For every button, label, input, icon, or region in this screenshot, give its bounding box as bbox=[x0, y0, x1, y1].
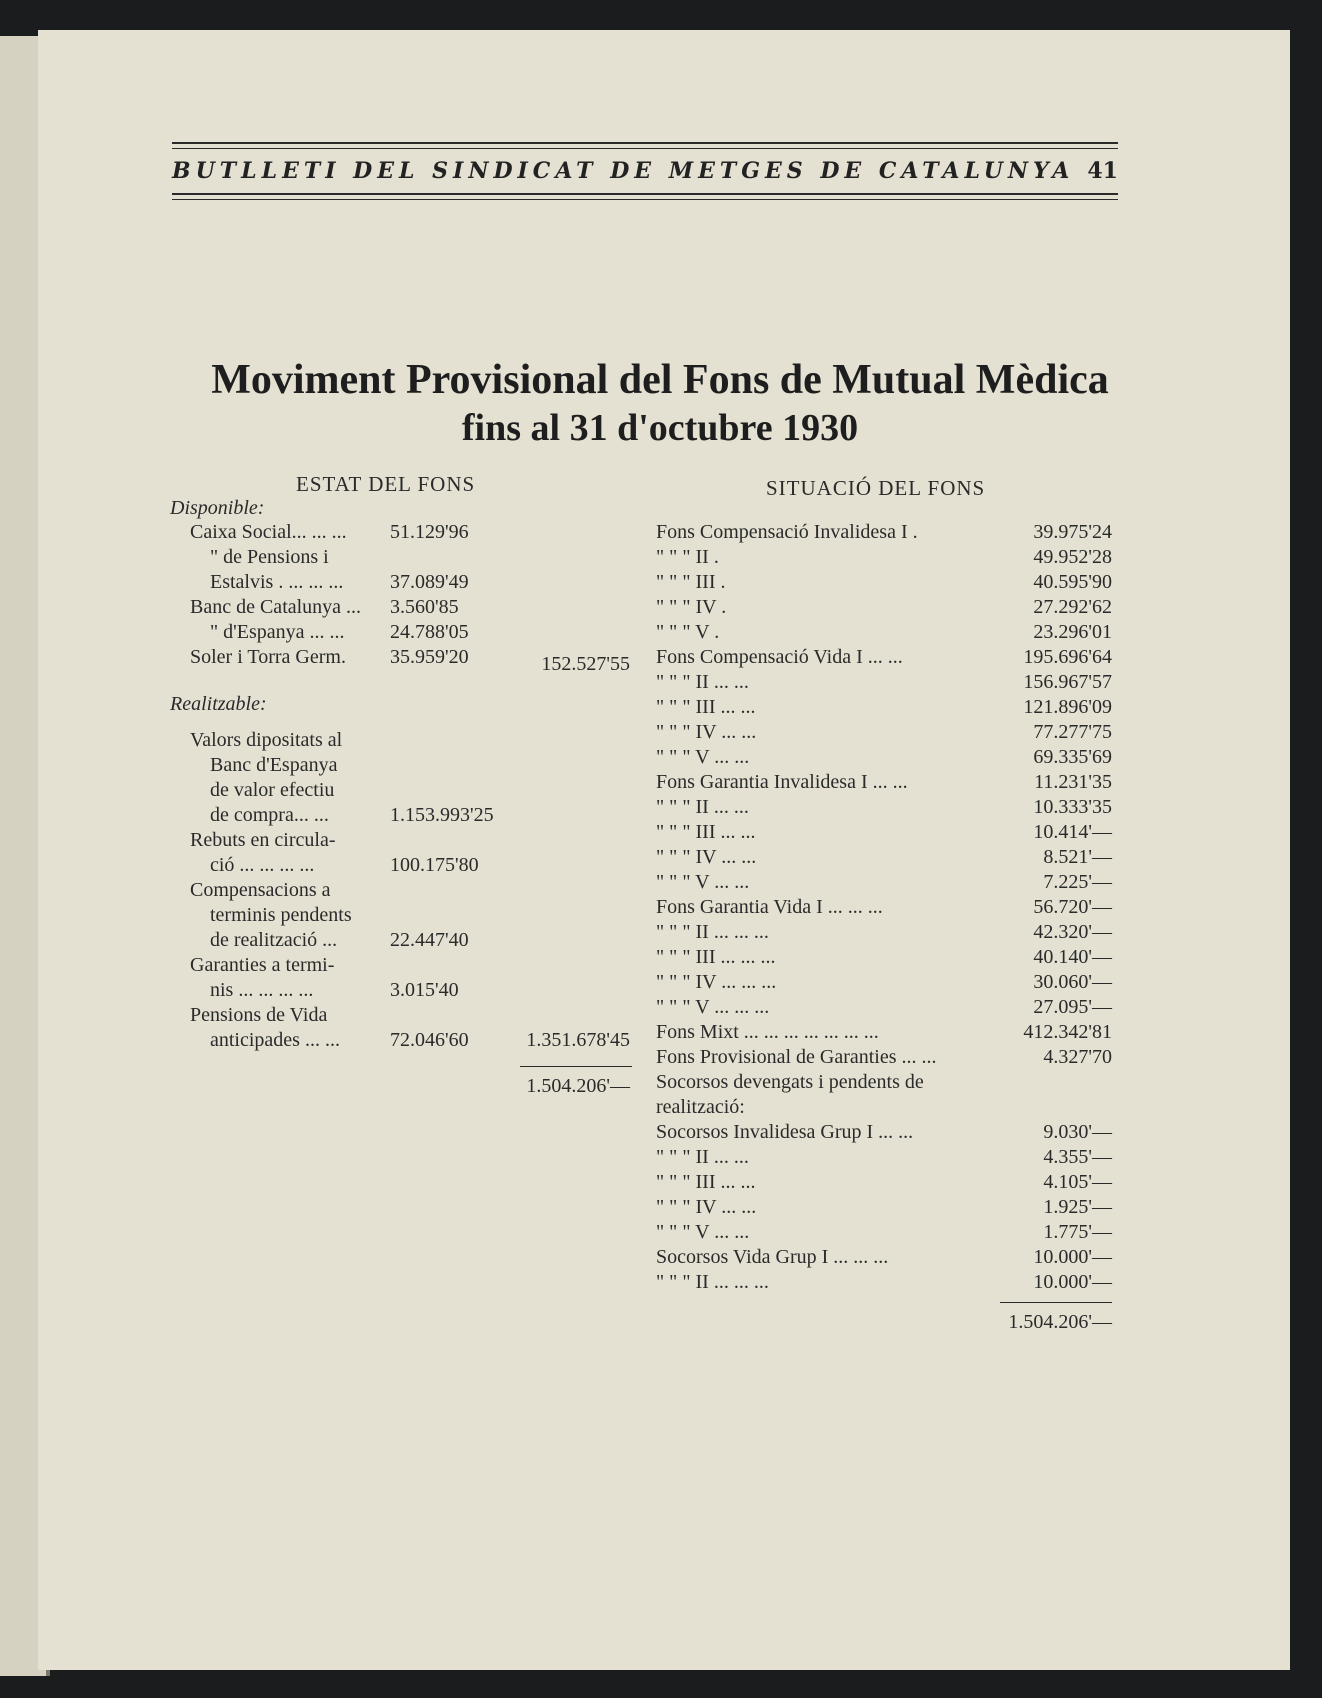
left-heading: ESTAT DEL FONS bbox=[296, 472, 476, 496]
realitzable-label: Realitzable: bbox=[170, 693, 267, 715]
right-line-value: 4.355'— bbox=[1043, 1146, 1112, 1168]
right-line-text: " " " V . bbox=[656, 621, 720, 643]
right-line-text: Fons Provisional de Garanties ... ... bbox=[656, 1046, 937, 1068]
page-subtitle: fins al 31 d'octubre 1930 bbox=[461, 407, 859, 449]
right-line-text: " " " V ... ... ... bbox=[656, 996, 770, 1018]
right-line-text: Fons Garantia Invalidesa I ... ... bbox=[656, 771, 908, 793]
left-total: 1.504.206'— bbox=[526, 1075, 630, 1097]
left-line-value: 72.046'60 bbox=[390, 1029, 469, 1051]
disponible-label: Disponible: bbox=[170, 497, 265, 519]
left-line-text: Caixa Social... ... ... bbox=[190, 521, 347, 543]
right-line-text: " " " II ... ... bbox=[656, 796, 749, 818]
left-line-text: Rebuts en circula- bbox=[190, 829, 336, 851]
right-line-text: Socorsos Invalidesa Grup I ... ... bbox=[656, 1121, 914, 1143]
right-line-text: Fons Compensació Invalidesa I . bbox=[656, 521, 918, 543]
left-line-text: Valors dipositats al bbox=[190, 729, 343, 751]
right-line-value: 1.925'— bbox=[1043, 1196, 1112, 1218]
right-line-value: 11.231'35 bbox=[1034, 771, 1112, 793]
left-line-text: Banc de Catalunya ... bbox=[190, 596, 362, 618]
header-rule-top bbox=[172, 142, 1118, 149]
left-line-value: 37.089'49 bbox=[390, 571, 469, 593]
right-line-text: " " " II ... ... ... bbox=[656, 1271, 769, 1293]
right-line-value: 9.030'— bbox=[1043, 1121, 1112, 1143]
right-line-text: " " " III ... ... bbox=[656, 821, 756, 843]
right-total-rule bbox=[1000, 1302, 1112, 1303]
right-line-text: " " " V ... ... bbox=[656, 1221, 750, 1243]
right-line-value: 121.896'09 bbox=[1023, 696, 1112, 718]
right-line-value: 30.060'— bbox=[1033, 971, 1112, 993]
subtotal-realitzable: 1.351.678'45 bbox=[526, 1029, 630, 1051]
left-line-value: 35.959'20 bbox=[390, 646, 469, 668]
left-line-text: Pensions de Vida bbox=[190, 1004, 328, 1026]
right-line-text: Socorsos devengats i pendents de bbox=[656, 1071, 924, 1093]
left-line-text: Estalvis . ... ... ... bbox=[210, 571, 344, 593]
page-title: Moviment Provisional del Fons de Mutual Mèdica bbox=[211, 357, 1109, 403]
page-number: 41 bbox=[1087, 158, 1118, 184]
left-line-text: de compra... ... bbox=[210, 804, 329, 826]
left-line-value: 24.788'05 bbox=[390, 621, 469, 643]
journal-title: BUTLLETI DEL SINDICAT DE METGES DE CATALUNYA bbox=[172, 158, 1075, 184]
right-line-text: " " " III ... ... ... bbox=[656, 946, 776, 968]
left-line-text: nis ... ... ... ... bbox=[210, 979, 314, 1001]
left-line-text: Garanties a termi- bbox=[190, 954, 335, 976]
left-line-value: 3.015'40 bbox=[390, 979, 459, 1001]
left-line-text: anticipades ... ... bbox=[210, 1029, 340, 1051]
right-line-text: " " " IV . bbox=[656, 596, 727, 618]
right-line-value: 195.696'64 bbox=[1023, 646, 1112, 668]
left-line-text: Compensacions a bbox=[190, 879, 331, 901]
left-line-text: " de Pensions i bbox=[210, 546, 329, 568]
right-line-text: " " " III . bbox=[656, 571, 726, 593]
right-line-value: 56.720'— bbox=[1033, 896, 1112, 918]
left-line-text: de valor efectiu bbox=[210, 779, 335, 801]
right-line-text: " " " IV ... ... bbox=[656, 721, 757, 743]
left-line-text: " d'Espanya ... ... bbox=[210, 621, 345, 643]
subtotal-disponible: 152.527'55 bbox=[541, 653, 630, 675]
left-line-text: ció ... ... ... ... bbox=[210, 854, 315, 876]
right-line-value: 10.000'— bbox=[1033, 1271, 1112, 1293]
right-line-value: 77.277'75 bbox=[1033, 721, 1112, 743]
right-line-text: Fons Mixt ... ... ... ... ... ... ... bbox=[656, 1021, 879, 1043]
right-line-value: 27.292'62 bbox=[1033, 596, 1112, 618]
right-line-value: 10.414'— bbox=[1033, 821, 1112, 843]
right-line-text: " " " IV ... ... ... bbox=[656, 971, 777, 993]
right-total: 1.504.206'— bbox=[1008, 1311, 1112, 1333]
right-line-value: 49.952'28 bbox=[1033, 546, 1112, 568]
right-line-text: Fons Compensació Vida I ... ... bbox=[656, 646, 903, 668]
left-line-text: Banc d'Espanya bbox=[210, 754, 338, 776]
right-line-value: 39.975'24 bbox=[1033, 521, 1112, 543]
right-line-text: " " " II ... ... ... bbox=[656, 921, 769, 943]
right-line-value: 40.595'90 bbox=[1033, 571, 1112, 593]
right-line-value: 42.320'— bbox=[1033, 921, 1112, 943]
right-line-text: " " " II ... ... bbox=[656, 671, 749, 693]
right-line-text: " " " III ... ... bbox=[656, 1171, 756, 1193]
right-line-text: " " " V ... ... bbox=[656, 871, 750, 893]
right-line-value: 10.000'— bbox=[1033, 1246, 1112, 1268]
left-line-text: de realització ... bbox=[210, 929, 338, 951]
right-line-value: 1.775'— bbox=[1043, 1221, 1112, 1243]
right-line-value: 156.967'57 bbox=[1023, 671, 1112, 693]
header-rule-bottom bbox=[172, 193, 1118, 200]
left-line-value: 100.175'80 bbox=[390, 854, 479, 876]
right-line-text: " " " II . bbox=[656, 546, 719, 568]
running-header bbox=[172, 158, 1118, 184]
right-line-value: 412.342'81 bbox=[1023, 1021, 1112, 1043]
right-line-value: 4.105'— bbox=[1043, 1171, 1112, 1193]
left-line-value: 1.153.993'25 bbox=[390, 804, 494, 826]
left-line-text: Soler i Torra Germ. bbox=[190, 646, 346, 668]
right-line-value: 4.327'70 bbox=[1043, 1046, 1112, 1068]
right-line-text: " " " IV ... ... bbox=[656, 1196, 757, 1218]
right-line-value: 10.333'35 bbox=[1033, 796, 1112, 818]
right-line-value: 69.335'69 bbox=[1033, 746, 1112, 768]
right-heading: SITUACIÓ DEL FONS bbox=[766, 476, 986, 500]
left-line-value: 3.560'85 bbox=[390, 596, 459, 618]
right-line-text: Socorsos Vida Grup I ... ... ... bbox=[656, 1246, 889, 1268]
right-line-value: 23.296'01 bbox=[1033, 621, 1112, 643]
right-line-value: 40.140'— bbox=[1033, 946, 1112, 968]
right-line-text: " " " II ... ... bbox=[656, 1146, 749, 1168]
right-line-text: " " " V ... ... bbox=[656, 746, 750, 768]
right-line-text: " " " IV ... ... bbox=[656, 846, 757, 868]
right-line-text: Fons Garantia Vida I ... ... ... bbox=[656, 896, 883, 918]
left-line-value: 22.447'40 bbox=[390, 929, 469, 951]
right-line-text: realització: bbox=[656, 1096, 745, 1118]
right-line-value: 27.095'— bbox=[1033, 996, 1112, 1018]
right-line-text: " " " III ... ... bbox=[656, 696, 756, 718]
right-line-value: 7.225'— bbox=[1043, 871, 1112, 893]
left-line-value: 51.129'96 bbox=[390, 521, 469, 543]
right-line-value: 8.521'— bbox=[1043, 846, 1112, 868]
left-total-rule bbox=[520, 1066, 632, 1067]
left-line-text: terminis pendents bbox=[210, 904, 352, 926]
